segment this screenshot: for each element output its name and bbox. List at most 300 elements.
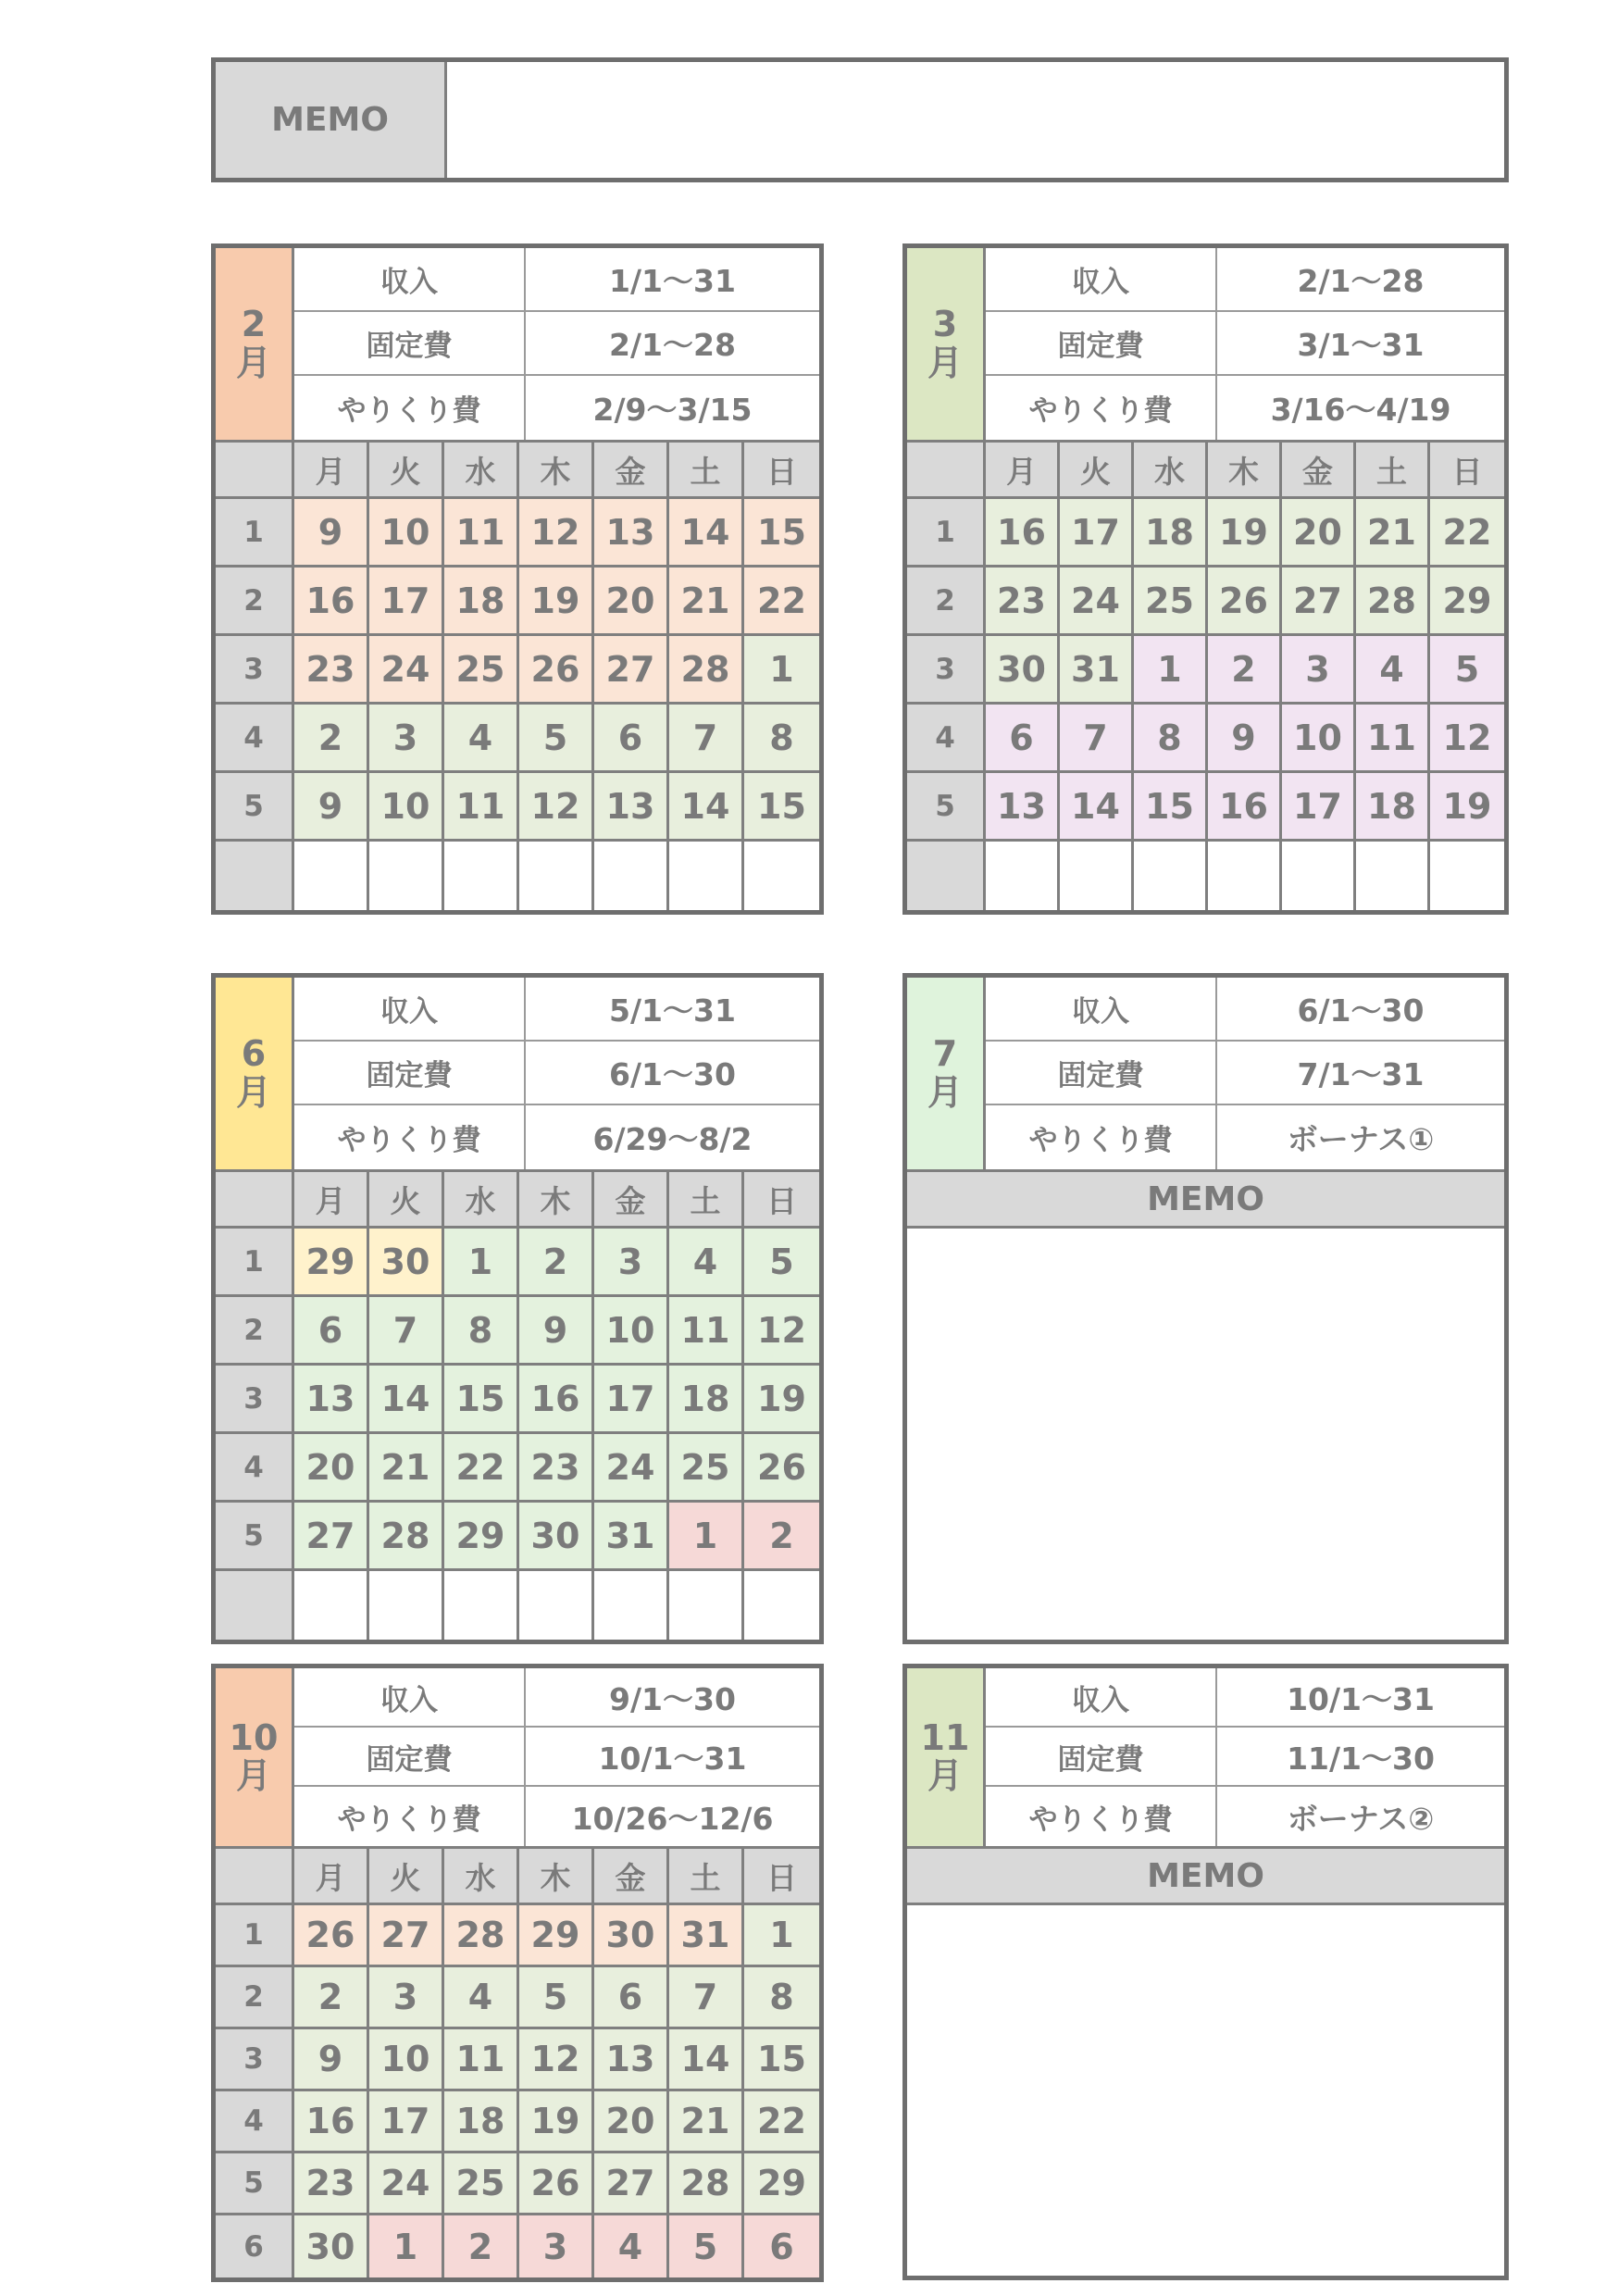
yarikuri-range: 3/16〜4/19: [1270, 392, 1451, 428]
week-number: 2: [216, 1297, 294, 1363]
weekday-header-row: [216, 443, 819, 499]
income-label: 収入: [294, 978, 526, 1042]
week-row: [907, 568, 1504, 636]
fixed-cost-range: 6/1〜30: [526, 1042, 819, 1105]
day-cell: 14: [1060, 773, 1134, 839]
day-cell: 21: [669, 568, 744, 633]
weekday-sat: 土: [669, 443, 744, 496]
day-cell: 6: [744, 2215, 819, 2277]
day-cell: 3: [519, 2215, 594, 2277]
day-cell: 3: [369, 705, 444, 770]
day-cell: 23: [294, 636, 369, 702]
day-cell: [1356, 842, 1430, 910]
weekday-header-row: [216, 1849, 819, 1905]
day-cell: 15: [744, 773, 819, 839]
week-number: [216, 842, 294, 910]
day-cell: 25: [444, 636, 519, 702]
weekday-wed: 水: [1134, 443, 1208, 496]
week-number: [216, 1571, 294, 1640]
day-cell: 22: [444, 1434, 519, 1500]
day-cell: 31: [669, 1905, 744, 1965]
month-label: [907, 248, 986, 440]
fixed-cost-label: 固定費: [986, 312, 1217, 376]
memo-header: MEMO: [216, 62, 447, 178]
day-cell: 6: [294, 1297, 369, 1363]
day-cell: [744, 1571, 819, 1640]
yarikuri-label: やりくり費: [294, 1787, 526, 1846]
yarikuri-label: やりくり費: [294, 376, 526, 440]
day-cell: 17: [1282, 773, 1356, 839]
weekday-mon: 月: [294, 443, 369, 496]
day-cell: 26: [519, 636, 594, 702]
week-number: 1: [216, 1905, 294, 1965]
day-cell: 15: [744, 2029, 819, 2089]
week-number: 3: [907, 636, 986, 702]
calendar-header: [216, 978, 819, 1172]
day-cell: 1: [1134, 636, 1208, 702]
day-cell: 14: [669, 773, 744, 839]
day-cell: 31: [594, 1503, 669, 1568]
day-cell: 22: [744, 568, 819, 633]
weekday-sun: 日: [744, 1849, 819, 1903]
day-cell: 9: [294, 773, 369, 839]
week-number: 5: [216, 773, 294, 839]
week-row-empty: [216, 1571, 819, 1640]
day-cell: 26: [744, 1434, 819, 1500]
weekday-tue: 火: [369, 1172, 444, 1226]
week-number: 6: [216, 2215, 294, 2277]
week-number: 4: [216, 1434, 294, 1500]
fixed-cost-label: 固定費: [986, 1042, 1217, 1105]
weekday-tue: 火: [1060, 443, 1134, 496]
income-label: 収入: [986, 248, 1217, 312]
day-cell: 27: [594, 2153, 669, 2213]
week-row: [907, 705, 1504, 773]
weekday-mon: 月: [294, 1172, 369, 1226]
day-cell: 25: [1134, 568, 1208, 633]
weekday-sat: 土: [669, 1849, 744, 1903]
day-cell: 16: [519, 1366, 594, 1431]
income-label: 収入: [986, 978, 1217, 1042]
week-number: 5: [216, 1503, 294, 1568]
day-cell: 19: [1430, 773, 1504, 839]
day-cell: 20: [294, 1434, 369, 1500]
day-cell: 2: [294, 705, 369, 770]
month-suffix: 月: [927, 1755, 963, 1796]
week-number: 4: [907, 705, 986, 770]
day-cell: [369, 1571, 444, 1640]
month-label: [907, 978, 986, 1169]
day-cell: 1: [444, 1229, 519, 1294]
weekday-fri: 金: [594, 1172, 669, 1226]
week-row: [216, 1905, 819, 1967]
calendar-header: [907, 1668, 1504, 1849]
calendar-header: [216, 1668, 819, 1849]
month-suffix: 月: [927, 1071, 963, 1113]
calendar-march: [902, 243, 1509, 915]
weekday-thu: 木: [519, 443, 594, 496]
day-cell: 24: [369, 2153, 444, 2213]
corner-cell: [907, 443, 986, 496]
day-cell: 5: [1430, 636, 1504, 702]
day-cell: 5: [744, 1229, 819, 1294]
week-number: 4: [216, 2091, 294, 2151]
day-cell: [594, 842, 669, 910]
week-row: [216, 1434, 819, 1503]
day-cell: 21: [1356, 499, 1430, 565]
week-row: [216, 636, 819, 705]
day-cell: 29: [744, 2153, 819, 2213]
day-cell: 16: [986, 499, 1060, 565]
day-cell: 7: [369, 1297, 444, 1363]
day-cell: [294, 1571, 369, 1640]
memo-area: [447, 62, 1504, 178]
day-cell: 17: [594, 1366, 669, 1431]
day-cell: 30: [986, 636, 1060, 702]
day-cell: 21: [669, 2091, 744, 2151]
day-cell: 31: [1060, 636, 1134, 702]
day-cell: 1: [369, 2215, 444, 2277]
week-row: [216, 1503, 819, 1571]
month-label: [907, 1668, 986, 1846]
week-row: [216, 1229, 819, 1297]
day-cell: 4: [594, 2215, 669, 2277]
day-cell: 28: [369, 1503, 444, 1568]
income-label: 収入: [294, 1668, 526, 1728]
day-cell: 26: [294, 1905, 369, 1965]
memo-header: MEMO: [907, 1849, 1504, 1905]
week-row: [907, 773, 1504, 842]
week-number: 2: [907, 568, 986, 633]
weekday-sat: 土: [669, 1172, 744, 1226]
day-cell: 17: [369, 568, 444, 633]
day-cell: [594, 1571, 669, 1640]
week-number: 2: [216, 1967, 294, 2027]
day-cell: 15: [444, 1366, 519, 1431]
week-number: 3: [216, 2029, 294, 2089]
week-row: [216, 2215, 819, 2277]
day-cell: [1060, 842, 1134, 910]
weekday-mon: 月: [986, 443, 1060, 496]
day-cell: 28: [1356, 568, 1430, 633]
day-cell: 27: [594, 636, 669, 702]
week-number: 3: [216, 636, 294, 702]
yarikuri-range: 10/26〜12/6: [571, 1800, 774, 1837]
day-cell: 26: [1208, 568, 1282, 633]
weekday-header-row: [216, 1172, 819, 1229]
day-cell: 9: [294, 499, 369, 565]
day-cell: 25: [669, 1434, 744, 1500]
week-row: [216, 2029, 819, 2091]
yarikuri-label: やりくり費: [986, 1787, 1217, 1846]
weekday-thu: 木: [519, 1172, 594, 1226]
day-cell: 17: [1060, 499, 1134, 565]
income-range: 5/1〜31: [526, 978, 819, 1042]
day-cell: 18: [669, 1366, 744, 1431]
day-cell: 11: [444, 773, 519, 839]
day-cell: 28: [669, 636, 744, 702]
fixed-cost-label: 固定費: [294, 1042, 526, 1105]
day-cell: [444, 1571, 519, 1640]
day-cell: 4: [1356, 636, 1430, 702]
week-number: 1: [907, 499, 986, 565]
day-cell: 18: [444, 568, 519, 633]
month-number: 7: [932, 1033, 958, 1075]
day-cell: 2: [444, 2215, 519, 2277]
day-cell: [1134, 842, 1208, 910]
day-cell: 5: [519, 705, 594, 770]
day-cell: 19: [1208, 499, 1282, 565]
day-cell: 2: [519, 1229, 594, 1294]
month-suffix: 月: [235, 1071, 271, 1113]
month-label: [216, 248, 294, 440]
day-cell: 22: [744, 2091, 819, 2151]
day-cell: 10: [1282, 705, 1356, 770]
week-row: [216, 2153, 819, 2215]
month-label: [216, 978, 294, 1169]
income-range: 9/1〜30: [526, 1668, 819, 1728]
day-cell: 18: [1134, 499, 1208, 565]
calendar-header: [216, 248, 819, 443]
day-cell: 2: [744, 1503, 819, 1568]
yarikuri-label: やりくり費: [986, 1105, 1217, 1169]
day-cell: 5: [519, 1967, 594, 2027]
week-number: 3: [216, 1366, 294, 1431]
month-suffix: 月: [927, 342, 963, 383]
day-cell: 5: [669, 2215, 744, 2277]
week-number: [907, 842, 986, 910]
day-cell: 20: [1282, 499, 1356, 565]
day-cell: 12: [519, 499, 594, 565]
day-cell: 10: [594, 1297, 669, 1363]
day-cell: 29: [444, 1503, 519, 1568]
weekday-sat: 土: [1356, 443, 1430, 496]
day-cell: 30: [369, 1229, 444, 1294]
day-cell: 30: [294, 2215, 369, 2277]
weekday-wed: 水: [444, 1172, 519, 1226]
day-cell: 6: [594, 1967, 669, 2027]
day-cell: 29: [519, 1905, 594, 1965]
day-cell: 17: [369, 2091, 444, 2151]
fixed-cost-label: 固定費: [294, 1728, 526, 1787]
day-cell: 24: [1060, 568, 1134, 633]
month-number: 11: [920, 1716, 970, 1758]
day-cell: 28: [669, 2153, 744, 2213]
fixed-cost-range: 3/1〜31: [1217, 312, 1504, 376]
weekday-header-row: [907, 443, 1504, 499]
day-cell: 27: [294, 1503, 369, 1568]
calendar-november: [902, 1664, 1509, 2280]
corner-cell: [216, 1172, 294, 1226]
day-cell: 27: [369, 1905, 444, 1965]
day-cell: 9: [1208, 705, 1282, 770]
week-row: [907, 636, 1504, 705]
calendar-header: [907, 978, 1504, 1172]
fixed-cost-label: 固定費: [986, 1728, 1217, 1787]
weekday-thu: 木: [1208, 443, 1282, 496]
income-label: 収入: [986, 1668, 1217, 1728]
weekday-tue: 火: [369, 443, 444, 496]
day-cell: 4: [669, 1229, 744, 1294]
weekday-tue: 火: [369, 1849, 444, 1903]
week-row: [907, 499, 1504, 568]
day-cell: 11: [444, 499, 519, 565]
day-cell: [369, 842, 444, 910]
day-cell: 7: [669, 1967, 744, 2027]
week-row-empty: [216, 842, 819, 910]
day-cell: 12: [519, 773, 594, 839]
week-row: [216, 705, 819, 773]
day-cell: 14: [669, 499, 744, 565]
day-cell: 2: [294, 1967, 369, 2027]
top-memo-box: [211, 57, 1509, 182]
week-number: 1: [216, 499, 294, 565]
week-row: [216, 1297, 819, 1366]
day-cell: 10: [369, 499, 444, 565]
day-cell: [1282, 842, 1356, 910]
week-row: [216, 2091, 819, 2153]
income-range: 6/1〜30: [1217, 978, 1504, 1042]
day-cell: 26: [519, 2153, 594, 2213]
day-cell: 6: [594, 705, 669, 770]
day-cell: 13: [594, 2029, 669, 2089]
weekday-fri: 金: [1282, 443, 1356, 496]
day-cell: 18: [1356, 773, 1430, 839]
day-cell: 12: [519, 2029, 594, 2089]
day-cell: 13: [986, 773, 1060, 839]
fixed-cost-range: 2/1〜28: [526, 312, 819, 376]
day-cell: 13: [594, 773, 669, 839]
day-cell: 13: [294, 1366, 369, 1431]
day-cell: 10: [369, 773, 444, 839]
day-cell: 23: [294, 2153, 369, 2213]
day-cell: 1: [669, 1503, 744, 1568]
month-suffix: 月: [235, 1755, 271, 1796]
month-suffix: 月: [235, 342, 271, 383]
fixed-cost-range: 7/1〜31: [1217, 1042, 1504, 1105]
fixed-cost-range: 10/1〜31: [526, 1728, 819, 1787]
day-cell: 1: [744, 636, 819, 702]
day-cell: 7: [669, 705, 744, 770]
weekday-thu: 木: [519, 1849, 594, 1903]
day-cell: 28: [444, 1905, 519, 1965]
income-label: 収入: [294, 248, 526, 312]
day-cell: 13: [594, 499, 669, 565]
day-cell: 24: [369, 636, 444, 702]
day-cell: 16: [294, 568, 369, 633]
yarikuri-range: 2/9〜3/15: [592, 392, 753, 428]
day-cell: 29: [1430, 568, 1504, 633]
day-cell: 12: [744, 1297, 819, 1363]
day-cell: 1: [744, 1905, 819, 1965]
day-cell: 11: [444, 2029, 519, 2089]
income-range: 1/1〜31: [526, 248, 819, 312]
memo-header: MEMO: [907, 1172, 1504, 1229]
week-row: [216, 773, 819, 842]
day-cell: 11: [669, 1297, 744, 1363]
week-row: [216, 1366, 819, 1434]
day-cell: 30: [519, 1503, 594, 1568]
day-cell: 4: [444, 705, 519, 770]
day-cell: 25: [444, 2153, 519, 2213]
month-number: 10: [229, 1716, 279, 1758]
calendar-header: [907, 248, 1504, 443]
day-cell: 15: [1134, 773, 1208, 839]
day-cell: 9: [519, 1297, 594, 1363]
day-cell: [444, 842, 519, 910]
day-cell: 12: [1430, 705, 1504, 770]
day-cell: 27: [1282, 568, 1356, 633]
day-cell: 20: [594, 2091, 669, 2151]
week-row-empty: [907, 842, 1504, 910]
income-range: 2/1〜28: [1217, 248, 1504, 312]
yarikuri-label: やりくり費: [294, 1105, 526, 1169]
week-row: [216, 568, 819, 636]
day-cell: 11: [1356, 705, 1430, 770]
fixed-cost-label: 固定費: [294, 312, 526, 376]
calendar-july: [902, 973, 1509, 1644]
day-cell: 8: [744, 1967, 819, 2027]
week-number: 4: [216, 705, 294, 770]
day-cell: 24: [594, 1434, 669, 1500]
week-number: 5: [216, 2153, 294, 2213]
week-row: [216, 1967, 819, 2029]
day-cell: 2: [1208, 636, 1282, 702]
day-cell: 20: [594, 568, 669, 633]
day-cell: [669, 1571, 744, 1640]
day-cell: 19: [519, 2091, 594, 2151]
calendar-june: [211, 973, 824, 1644]
day-cell: 30: [594, 1905, 669, 1965]
memo-area: [907, 1229, 1504, 1640]
month-number: 6: [241, 1033, 267, 1075]
weekday-fri: 金: [594, 443, 669, 496]
day-cell: 3: [369, 1967, 444, 2027]
day-cell: 4: [444, 1967, 519, 2027]
weekday-mon: 月: [294, 1849, 369, 1903]
day-cell: 19: [744, 1366, 819, 1431]
weekday-sun: 日: [1430, 443, 1504, 496]
day-cell: 22: [1430, 499, 1504, 565]
day-cell: [519, 842, 594, 910]
yarikuri-range: ボーナス①: [1287, 1121, 1435, 1157]
day-cell: 23: [986, 568, 1060, 633]
day-cell: [669, 842, 744, 910]
day-cell: 16: [294, 2091, 369, 2151]
day-cell: 18: [444, 2091, 519, 2151]
weekday-sun: 日: [744, 443, 819, 496]
weekday-fri: 金: [594, 1849, 669, 1903]
weekday-sun: 日: [744, 1172, 819, 1226]
day-cell: 3: [1282, 636, 1356, 702]
day-cell: 16: [1208, 773, 1282, 839]
day-cell: 8: [444, 1297, 519, 1363]
day-cell: 7: [1060, 705, 1134, 770]
memo-area: [907, 1905, 1504, 2276]
corner-cell: [216, 1849, 294, 1903]
weekday-wed: 水: [444, 443, 519, 496]
day-cell: 19: [519, 568, 594, 633]
day-cell: 21: [369, 1434, 444, 1500]
day-cell: 29: [294, 1229, 369, 1294]
day-cell: 6: [986, 705, 1060, 770]
day-cell: 14: [369, 1366, 444, 1431]
day-cell: 10: [369, 2029, 444, 2089]
calendar-february: [211, 243, 824, 915]
day-cell: 8: [1134, 705, 1208, 770]
day-cell: 15: [744, 499, 819, 565]
yarikuri-range: ボーナス②: [1287, 1800, 1435, 1837]
